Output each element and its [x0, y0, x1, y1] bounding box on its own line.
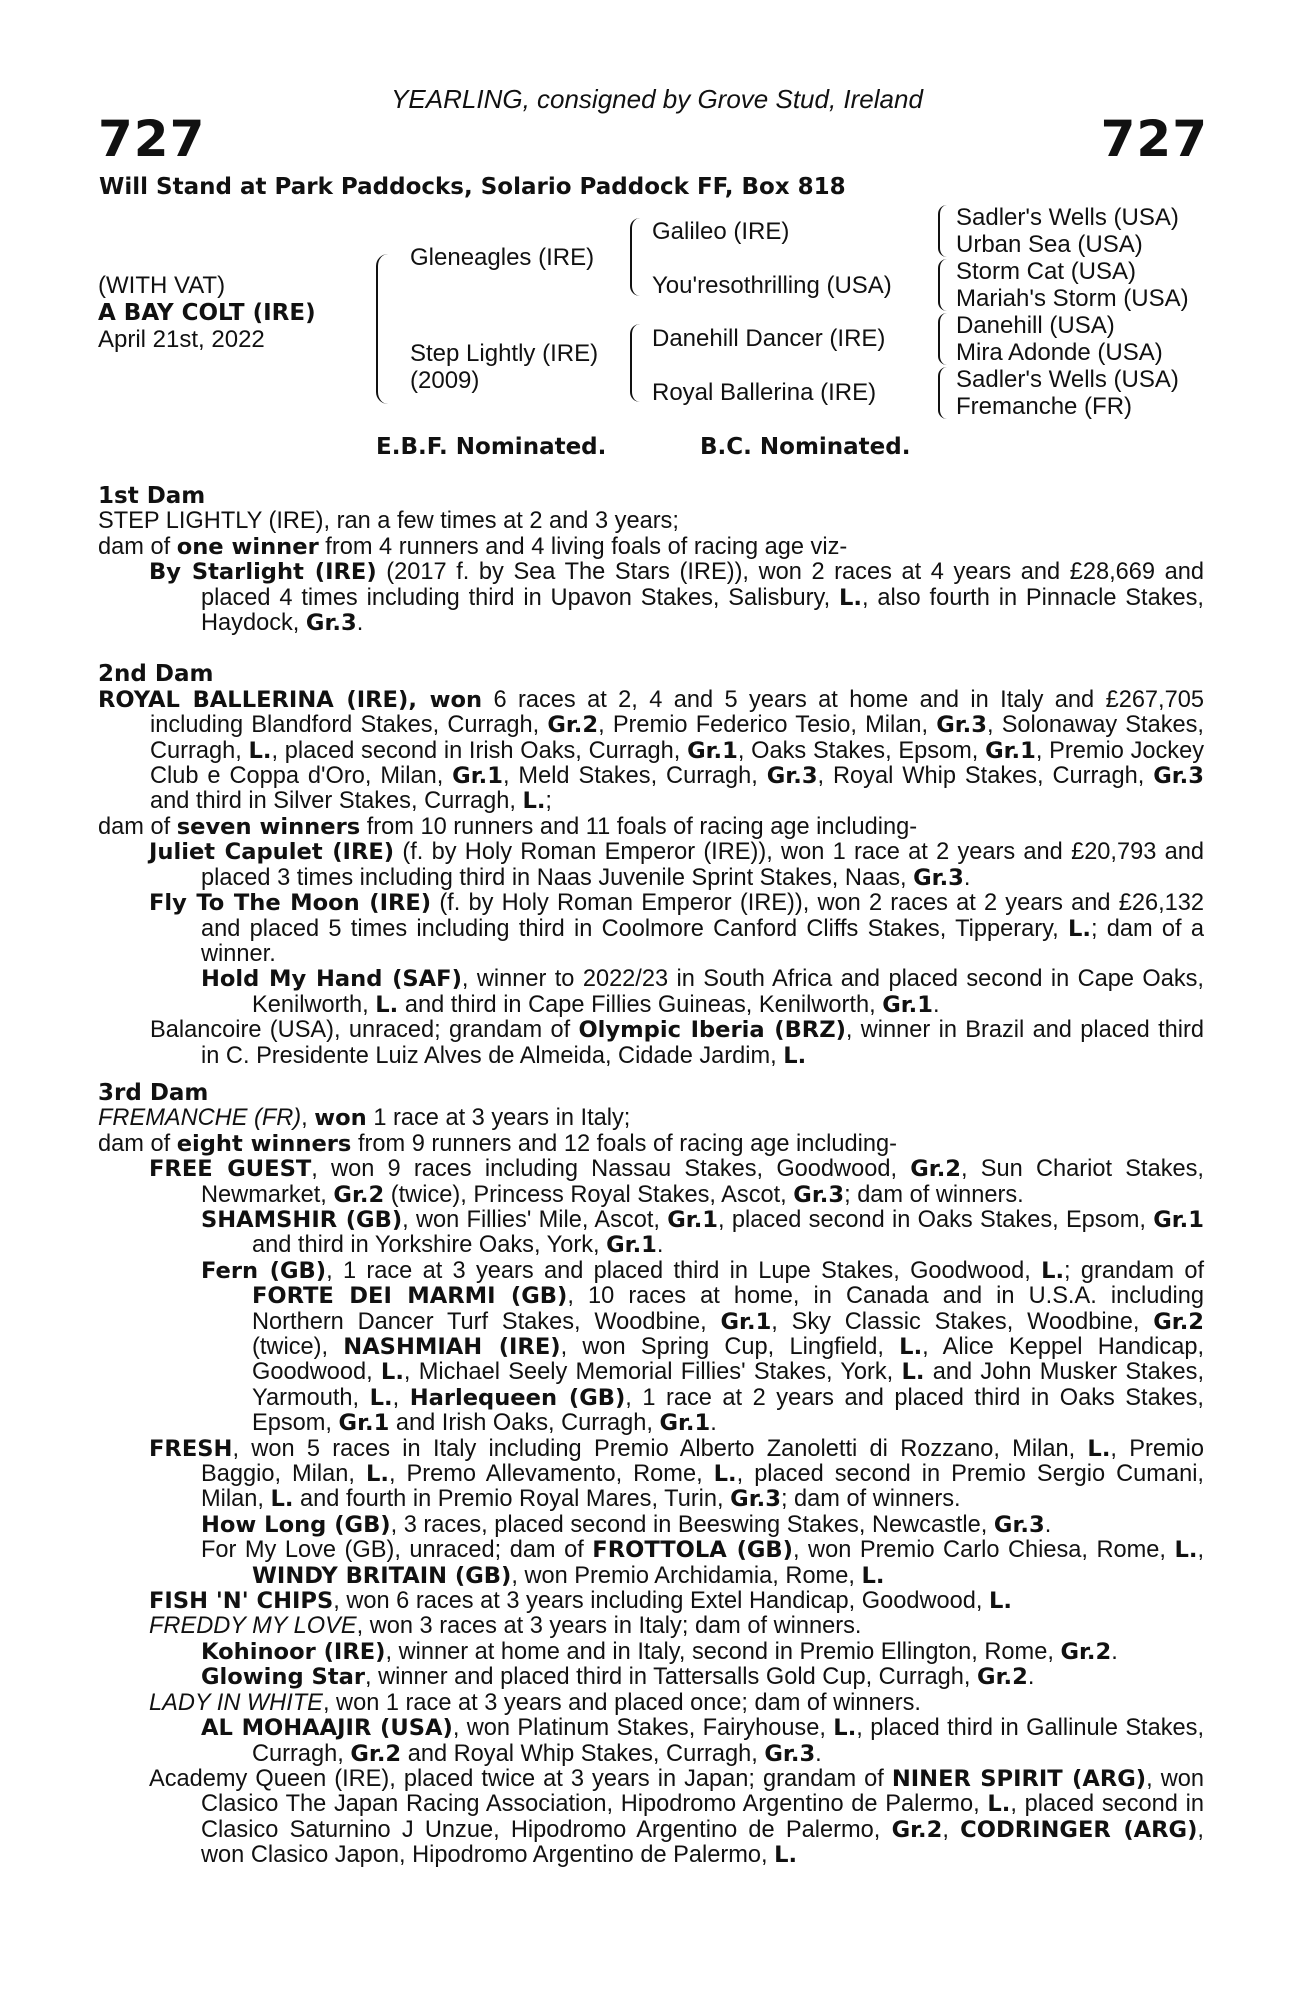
gen3-2: Urban Sea (USA): [956, 231, 1143, 258]
second-dam-produce-line: dam of seven winners from 10 runners and 11 foals of racing age including-: [98, 813, 918, 840]
gen3-1: Sadler's Wells (USA): [956, 204, 1179, 231]
gen3-8: Fremanche (FR): [956, 393, 1133, 420]
produce-entry: SHAMSHIR (GB), won Fillies' Mile, Ascot, Gr.1, placed second in Oaks Stakes, Epsom, Gr.1 and third in Yorkshire Oaks, York, Gr.1.: [201, 1206, 1204, 1259]
first-dam-summary: STEP LIGHTLY (IRE), ran a few times at 2 and 3 years;: [98, 508, 679, 535]
produce-entry: FISH 'N' CHIPS, won 6 races at 3 years including Extel Handicap, Goodwood, L.: [149, 1588, 1012, 1615]
horse-name: A BAY COLT (IRE): [98, 300, 316, 326]
dam-foaled-year: (2009): [410, 367, 480, 394]
produce-entry: Glowing Star, winner and placed third in Tattersalls Gold Cup, Curragh, Gr.2.: [201, 1664, 1035, 1691]
pedigree-brace-g3-1: [938, 205, 947, 257]
gen3-5: Danehill (USA): [956, 312, 1115, 339]
pedigree-brace-main: [376, 254, 388, 404]
produce-entry: Balancoire (USA), unraced; grandam of Olympic Iberia (BRZ), winner in Brazil and placed third in C. Presidente Luiz Alves de Almeida, Cidade Jardim, L.: [150, 1017, 1204, 1069]
pedigree-brace-g3-2: [938, 259, 947, 311]
produce-entry: By Starlight (IRE) (2017 f. by Sea The Stars (IRE)), won 2 races at 4 years and £28,669 and placed 4 times including third in Upavon Stakes, Salisbury, L., also fourth in Pinnacle Stakes, Haydock, Gr.3.: [149, 559, 1204, 637]
third-dam-produce-line: dam of eight winners from 9 runners and 12 foals of racing age including-: [98, 1130, 897, 1157]
produce-entry: LADY IN WHITE, won 1 race at 3 years and placed once; dam of winners.: [149, 1689, 921, 1716]
third-dam-record: FREMANCHE (FR), won 1 race at 3 years in Italy;: [98, 1105, 631, 1132]
produce-entry: Hold My Hand (SAF), winner to 2022/23 in South Africa and placed second in Cape Oaks, Kenilworth, L. and third in Cape Fillies Guineas, Kenilworth, Gr.1.: [201, 966, 1204, 1018]
lot-number-right: 727: [1100, 110, 1208, 168]
foaling-date: April 21st, 2022: [98, 326, 265, 353]
gen2-sire-sire: Galileo (IRE): [652, 218, 790, 245]
sire-name: Gleneagles (IRE): [410, 244, 595, 271]
produce-entry: FRESH, won 5 races in Italy including Premio Alberto Zanoletti di Rozzano, Milan, L., Premio Baggio, Milan, L., Premo Allevamento, Rome, L., placed second in Premio Sergio Cumani, Milan, L. and fourth in Premio Royal Mares, Turin, Gr.3; dam of winners.: [149, 1435, 1204, 1513]
dam-name: Step Lightly (IRE): [410, 340, 599, 367]
pedigree-brace-sire: [630, 218, 640, 296]
produce-entry: Academy Queen (IRE), placed twice at 3 years in Japan; grandam of NINER SPIRIT (ARG), won Clasico The Japan Racing Association, Hipodromo Argentino de Palermo, L., placed second in Clasico Saturnino J Unzue, Hipodromo Argentino de Palermo, Gr.2, CODRINGER (ARG), won Clasico Japon, Hipodromo Argentino de Palermo, L.: [149, 1765, 1204, 1869]
produce-entry: For My Love (GB), unraced; dam of FROTTOLA (GB), won Premio Carlo Chiesa, Rome, L., WINDY BRITAIN (GB), won Premio Archidamia, Rome, L.: [201, 1537, 1204, 1589]
ebf-nomination: E.B.F. Nominated.: [376, 434, 607, 460]
first-dam-produce-line: dam of one winner from 4 runners and 4 living foals of racing age viz-: [98, 533, 848, 560]
catalogue-body: [98, 484, 1204, 1869]
gen3-3: Storm Cat (USA): [956, 258, 1137, 285]
produce-entry: Fly To The Moon (IRE) (f. by Holy Roman Emperor (IRE)), won 2 races at 2 years and £26,132 and placed 5 times including third in Coolmore Canford Cliffs Stakes, Tipperary, L.; dam of a winner.: [149, 890, 1204, 967]
gen3-7: Sadler's Wells (USA): [956, 366, 1179, 393]
gen2-dam-sire: Danehill Dancer (IRE): [652, 325, 886, 352]
consignor-line: YEARLING, consigned by Grove Stud, Ireland: [391, 84, 923, 114]
produce-entry: Fern (GB), 1 race at 3 years and placed third in Lupe Stakes, Goodwood, L.; grandam of FORTE DEI MARMI (GB), 10 races at home, in Canada and in U.S.A. including Northern Dancer Turf Stakes, Woodbine, Gr.1, Sky Classic Stakes, Woodbine, Gr.2 (twice), NASHMIAH (IRE), won Spring Cup, Lingfield, L., Alice Keppel Handicap, Goodwood, L., Michael Seely Memorial Fillies' Stakes, York, L. and John Musker Stakes, Yarmouth, L., Harlequeen (GB), 1 race at 2 years and placed third in Oaks Stakes, Epsom, Gr.1 and Irish Oaks, Curragh, Gr.1.: [201, 1257, 1205, 1437]
produce-entry: AL MOHAAJIR (USA), won Platinum Stakes, Fairyhouse, L., placed third in Gallinule Stakes, Curragh, Gr.2 and Royal Whip Stakes, Curragh, Gr.3.: [201, 1715, 1205, 1767]
second-dam-heading: 2nd Dam: [98, 661, 214, 688]
gen2-dam-dam: Royal Ballerina (IRE): [652, 379, 877, 406]
pedigree-brace-g3-3: [938, 313, 947, 365]
third-dam-heading: 3rd Dam: [98, 1079, 209, 1106]
produce-entry: Kohinoor (IRE), winner at home and in Italy, second in Premio Ellington, Rome, Gr.2.: [201, 1638, 1118, 1665]
produce-entry: FREE GUEST, won 9 races including Nassau Stakes, Goodwood, Gr.2, Sun Chariot Stakes, Newmarket, Gr.2 (twice), Princess Royal Stakes, Ascot, Gr.3; dam of winners.: [149, 1156, 1204, 1208]
stabling-location: Will Stand at Park Paddocks, Solario Paddock FF, Box 818: [99, 174, 846, 200]
first-dam-heading: 1st Dam: [98, 483, 206, 509]
lot-number-left: 727: [98, 110, 206, 168]
produce-entry: FREDDY MY LOVE, won 3 races at 3 years in Italy; dam of winners.: [149, 1613, 862, 1640]
pedigree-brace-g3-4: [938, 367, 947, 419]
produce-entry: How Long (GB), 3 races, placed second in Beeswing Stakes, Newcastle, Gr.3.: [201, 1511, 1052, 1538]
gen2-sire-dam: You'resothrilling (USA): [652, 272, 892, 299]
gen3-4: Mariah's Storm (USA): [956, 285, 1189, 312]
second-dam-record: ROYAL BALLERINA (IRE), won 6 races at 2, 4 and 5 years at home and in Italy and £267,705 including Blandford Stakes, Curragh, Gr.2, Premio Federico Tesio, Milan, Gr.3, Solonaway Stakes, Curragh, L., placed second in Irish Oaks, Curragh, Gr.1, Oaks Stakes, Epsom, Gr.1, Premio Jockey Club e Coppa d'Oro, Milan, Gr.1, Meld Stakes, Curragh, Gr.3, Royal Whip Stakes, Curragh, Gr.3 and third in Silver Stakes, Curragh, L.;: [98, 686, 1205, 815]
gen3-6: Mira Adonde (USA): [956, 339, 1163, 366]
vat-note: (WITH VAT): [98, 272, 226, 299]
produce-entry: Juliet Capulet (IRE) (f. by Holy Roman Emperor (IRE)), won 1 race at 2 years and £20,793 and placed 3 times including third in Naas Juvenile Sprint Stakes, Naas, Gr.3.: [149, 839, 1204, 891]
bc-nomination: B.C. Nominated.: [700, 434, 911, 460]
pedigree-brace-dam: [630, 324, 640, 402]
